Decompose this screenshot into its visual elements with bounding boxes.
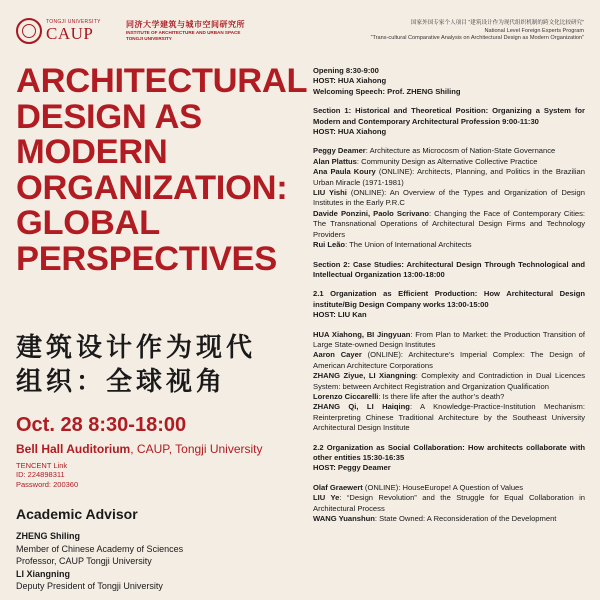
section-2-2-title: 2.2 Organization as Social Collaboration: How architects collaborate with other entities 15:30-16:35 <box>313 442 585 462</box>
institute-logo <box>126 20 245 41</box>
project-line-program: National Level Foreign Experts Program <box>484 27 584 34</box>
tencent-link[interactable]: TENCENT Link <box>16 461 68 470</box>
section-1-host: HOST: HUA Xiahong <box>313 127 387 137</box>
title-line: MODERN <box>16 133 168 171</box>
page-title <box>16 64 306 277</box>
title-line: GLOBAL <box>16 204 160 242</box>
program-schedule <box>313 66 585 524</box>
talk-item: ZHANG Qi, LI Haiqing: A Knowledge-Practice-Institution Mechanism: Reinterpreting Chinese Traditional Architecture by the Southeast University Architectural Design Institute <box>313 402 585 433</box>
opening-host: HOST: HUA Xiahong <box>313 76 387 86</box>
talk-item: Rui Leão: The Union of International Architects <box>313 240 472 250</box>
title-line: ARCHITECTURAL <box>16 62 308 100</box>
talk-item: ZHANG Ziyue, LI Xiangning: Complexity and Contradiction in Dual Licences System: between Architect Registration and Organization Qualification <box>313 371 585 391</box>
talk-item: Aaron Cayer (ONLINE): Architecture’s Imperial Complex: The Design of American Architecture Corporations <box>313 350 585 370</box>
title-line: DESIGN AS <box>16 97 202 136</box>
opening-speech: Welcoming Speech: Prof. ZHENG Shiling <box>313 86 461 96</box>
institute-name-cn: 同济大学建筑与城市空间研究所 <box>126 20 245 29</box>
section-1-title: Section 1: Historical and Theoretical Position: Organizing a System for Modern and Contemporary Architectural Profession 9:00-11:30 <box>313 106 585 126</box>
caup-logo <box>16 18 101 44</box>
institute-university: TONGJI UNIVERSITY <box>126 35 172 41</box>
opening-title: Opening 8:30-9:00 <box>313 66 379 75</box>
section-2-1-title: 2.1 Organization as Efficient Production: How Architectural Design institute/Big Design Company works 13:00-15:00 <box>313 289 585 309</box>
advisor-name: ZHENG Shiling <box>16 531 80 541</box>
section-2-title: Section 2: Case Studies: Architectural Design Through Technological and Intellectual Organization 13:00-18:00 <box>313 259 585 279</box>
tencent-id: ID: 224898311 <box>16 470 65 480</box>
advisor-list <box>16 530 183 593</box>
project-line-title: “Trans-cultural Comparative Analysis on Architectural Design as Modern Organization” <box>370 35 584 42</box>
tencent-info <box>16 461 78 489</box>
advisor-title: Member of Chinese Academy of Sciences <box>16 543 184 554</box>
advisor-heading: Academic Advisor <box>16 506 138 522</box>
venue-location: , CAUP, Tongji University <box>130 442 263 456</box>
talk-item: LIU Ye: “Design Revolution” and the Struggle for Equal Collaboration in Architectural Process <box>313 493 585 513</box>
advisor-title: Deputy President of Tongji University <box>16 581 163 591</box>
project-info <box>371 20 584 43</box>
page-title-cn <box>16 330 306 398</box>
logo-caup: CAUP <box>46 24 94 43</box>
talk-item: Ana Paula Koury (ONLINE): Architects, Planning, and Politics in the Brazilian Urban Miracle (1971-1981) <box>313 167 585 187</box>
section-2-1-host: HOST: LIU Kan <box>313 310 367 320</box>
event-date: Oct. 28 8:30-18:00 <box>16 414 187 436</box>
project-line-cn: 国家外国专家个人项目 “建筑设计作为现代组织机制的跨文化比较研究” <box>410 20 584 26</box>
title-cn-line: 组织：全球视角 <box>16 366 227 396</box>
talk-item: WANG Yuanshun: State Owned: A Reconsideration of the Development <box>313 514 557 524</box>
advisor-name: LI Xiangning <box>16 568 70 579</box>
talk-item: HUA Xiahong, BI Jingyuan: From Plan to Market: the Production Transition of Large State-owned Design Institutes <box>313 329 585 349</box>
title-line: ORGANIZATION: <box>16 168 288 207</box>
section-2-2-host: HOST: Peggy Deamer <box>313 463 391 473</box>
title-cn-line: 建筑设计作为现代 <box>16 332 257 362</box>
event-venue <box>16 442 263 456</box>
tongji-seal-icon <box>16 18 42 44</box>
title-line: PERSPECTIVES <box>16 239 277 278</box>
venue-name: Bell Hall Auditorium <box>16 442 131 456</box>
logo-university: TONGJI UNIVERSITY <box>46 19 101 25</box>
talk-item: Alan Plattus: Community Design as Alternative Collective Practice <box>313 156 538 166</box>
talk-item: Davide Ponzini, Paolo Scrivano: Changing the Face of Contemporary Cities: The Transnational Operations of Architectural Design Firms and Technology Providers <box>313 208 586 239</box>
talk-item: LIU Yishi (ONLINE): An Overview of the Types and Organization of Design Institutes in the Early P.R.C <box>313 188 585 208</box>
institute-name-en: INSTITUTE OF ARCHITECTURE AND URBAN SPACE <box>126 30 241 35</box>
tencent-password: Password: 200360 <box>16 479 79 489</box>
advisor-title: Professor, CAUP Tongji University <box>16 556 152 566</box>
talk-item: Peggy Deamer: Architecture as Microcosm of Nation-State Governance <box>313 146 556 156</box>
talk-item: Lorenzo Ciccarelli: Is there life after the author’s death? <box>313 391 505 401</box>
talk-item: Olaf Graewert (ONLINE): HouseEurope! A Question of Values <box>313 482 524 492</box>
header <box>16 18 584 58</box>
